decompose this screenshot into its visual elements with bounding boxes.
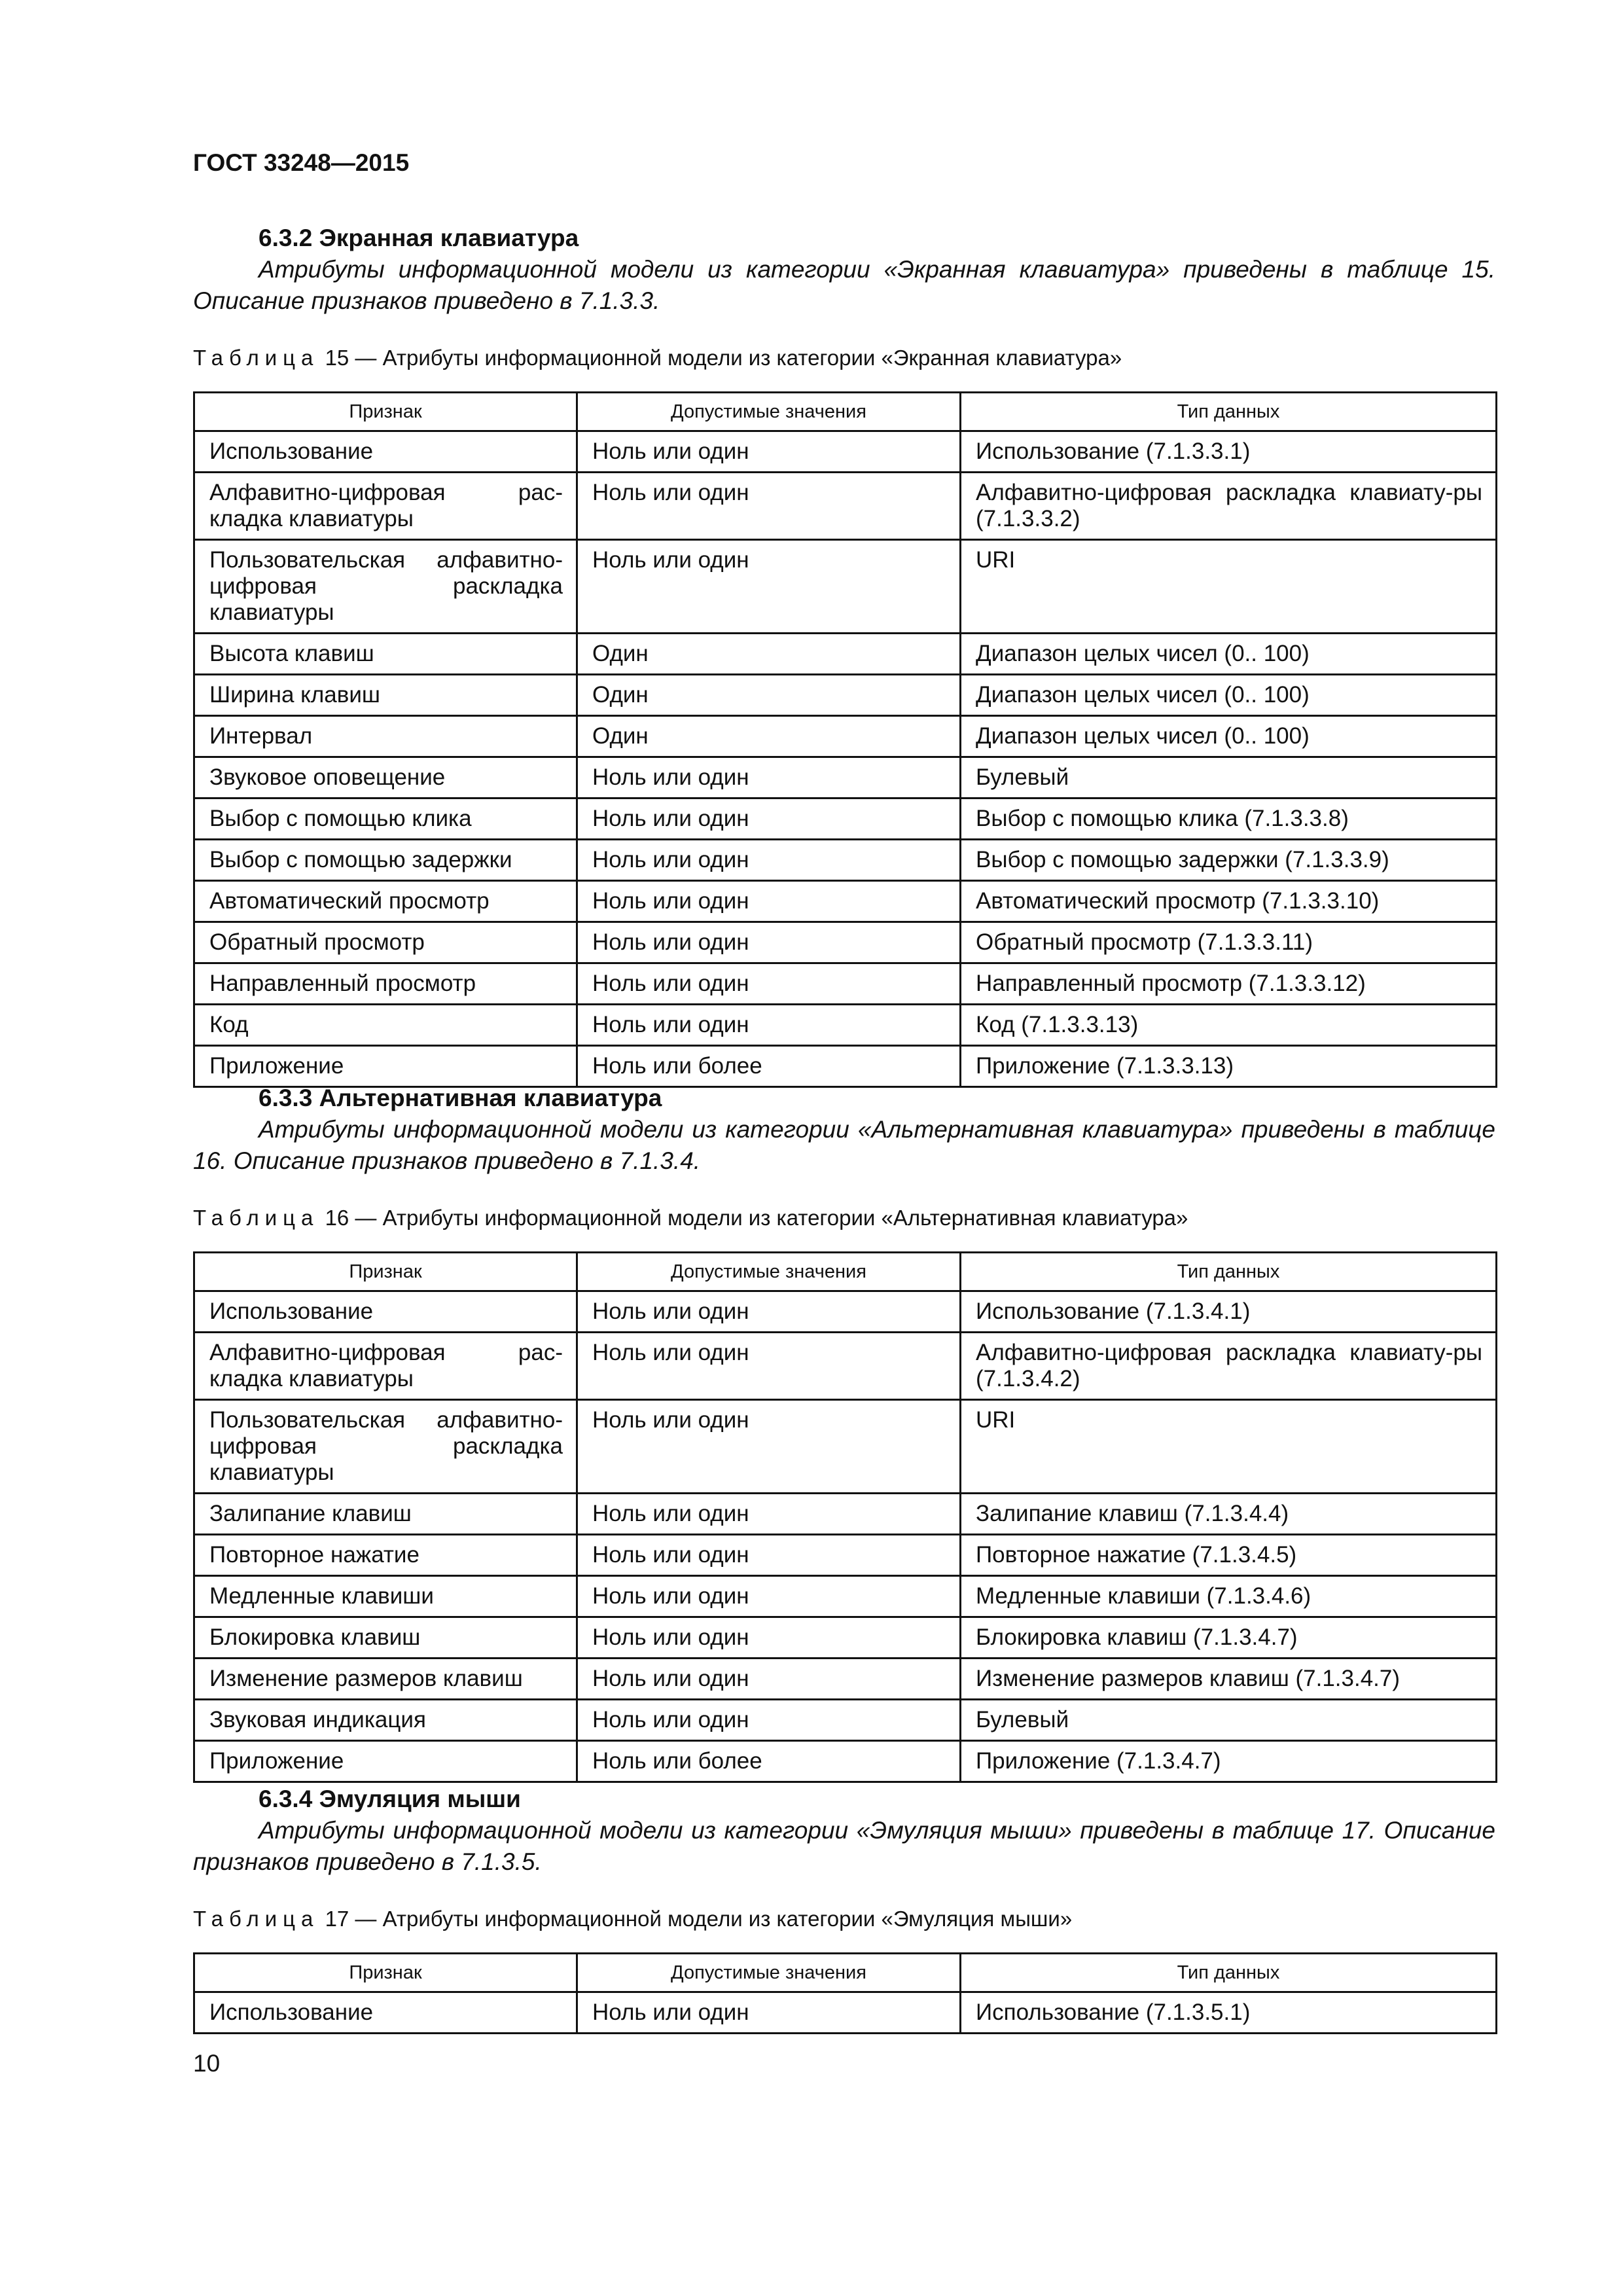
table-cell: Медленные клавиши (7.1.3.4.6) <box>961 1576 1497 1617</box>
column-header: Признак <box>194 1954 577 1992</box>
table-cell: Звуковая индикация <box>194 1700 577 1741</box>
table-cell: Код (7.1.3.3.13) <box>961 1005 1497 1046</box>
table-cell: Использование <box>194 1992 577 2034</box>
table-row <box>194 1005 1497 1046</box>
table-caption <box>193 1203 1495 1233</box>
table-caption-label: Таблица <box>193 1907 319 1931</box>
table-cell: Ноль или более <box>577 1741 961 1782</box>
table-cell: Направленный просмотр (7.1.3.3.12) <box>961 963 1497 1005</box>
column-header: Тип данных <box>961 393 1497 431</box>
section-title: 6.3.3 Альтернативная клавиатура <box>259 1085 662 1111</box>
table-cell: Повторное нажатие (7.1.3.4.5) <box>961 1535 1497 1576</box>
table-cell: Диапазон целых чисел (0.. 100) <box>961 716 1497 757</box>
table-cell: Ноль или один <box>577 1700 961 1741</box>
table-cell: Использование <box>194 1291 577 1333</box>
table-header-row <box>194 1253 1497 1291</box>
column-header: Признак <box>194 1253 577 1291</box>
table-caption-title: 16 — Атрибуты информационной модели из категории «Альтернативная клавиатура» <box>325 1206 1188 1230</box>
document-header: ГОСТ 33248—2015 <box>193 149 410 176</box>
table-cell: URI <box>961 540 1497 634</box>
table-cell: Интервал <box>194 716 577 757</box>
table-row <box>194 1333 1497 1400</box>
table-cell: Алфавитно-цифровая рас-кладка клавиатуры <box>194 1333 577 1400</box>
table-row <box>194 540 1497 634</box>
table-cell: Ноль или более <box>577 1046 961 1087</box>
table-cell: Медленные клавиши <box>194 1576 577 1617</box>
table-cell: Диапазон целых чисел (0.. 100) <box>961 634 1497 675</box>
table-cell: Повторное нажатие <box>194 1535 577 1576</box>
table-cell: Выбор с помощью клика (7.1.3.3.8) <box>961 798 1497 840</box>
attributes-table <box>193 391 1497 1088</box>
table-cell: Изменение размеров клавиш (7.1.3.4.7) <box>961 1659 1497 1700</box>
table-cell: Выбор с помощью задержки <box>194 840 577 881</box>
table-row <box>194 716 1497 757</box>
table-row <box>194 1291 1497 1333</box>
column-header: Тип данных <box>961 1954 1497 1992</box>
table-cell: Один <box>577 634 961 675</box>
section-title: 6.3.2 Экранная клавиатура <box>259 224 579 251</box>
table-cell: Ноль или один <box>577 1659 961 1700</box>
table-cell: Использование (7.1.3.4.1) <box>961 1291 1497 1333</box>
column-header: Допустимые значения <box>577 1954 961 1992</box>
table-row <box>194 634 1497 675</box>
table-caption <box>193 1904 1495 1934</box>
table-cell: Булевый <box>961 1700 1497 1741</box>
table-cell: Ноль или один <box>577 963 961 1005</box>
table-cell: Диапазон целых чисел (0.. 100) <box>961 675 1497 716</box>
table-cell: Обратный просмотр (7.1.3.3.11) <box>961 922 1497 963</box>
table-cell: Ноль или один <box>577 922 961 963</box>
table-row <box>194 473 1497 540</box>
table-cell: Ширина клавиш <box>194 675 577 716</box>
table-cell: Автоматический просмотр <box>194 881 577 922</box>
table-cell: Ноль или один <box>577 1535 961 1576</box>
table-cell: Ноль или один <box>577 1291 961 1333</box>
table-cell: Ноль или один <box>577 757 961 798</box>
table-cell: Высота клавиш <box>194 634 577 675</box>
table-cell: Приложение <box>194 1046 577 1087</box>
column-header: Тип данных <box>961 1253 1497 1291</box>
table-cell: Использование (7.1.3.3.1) <box>961 431 1497 473</box>
table-cell: Ноль или один <box>577 1333 961 1400</box>
table-row <box>194 1576 1497 1617</box>
table-cell: Выбор с помощью клика <box>194 798 577 840</box>
table-row <box>194 1400 1497 1494</box>
table-cell: Ноль или один <box>577 1576 961 1617</box>
column-header: Допустимые значения <box>577 1253 961 1291</box>
table-cell: Пользовательская алфавитно-цифровая раскладка клавиатуры <box>194 540 577 634</box>
table-cell: Ноль или один <box>577 431 961 473</box>
table-cell: Пользовательская алфавитно-цифровая раскладка клавиатуры <box>194 1400 577 1494</box>
section-6-3-4 <box>193 1784 1495 2034</box>
table-cell: Ноль или один <box>577 1617 961 1659</box>
section-text: Атрибуты информационной модели из категории «Эмуляция мыши» приведены в таблице 17. Описание признаков приведено в 7.1.3.5. <box>193 1817 1495 1875</box>
table-row <box>194 1700 1497 1741</box>
table-cell: Ноль или один <box>577 881 961 922</box>
table-cell: Ноль или один <box>577 540 961 634</box>
table-header-row <box>194 1954 1497 1992</box>
table-cell: Код <box>194 1005 577 1046</box>
table-row <box>194 840 1497 881</box>
table-row <box>194 922 1497 963</box>
table-cell: Блокировка клавиш (7.1.3.4.7) <box>961 1617 1497 1659</box>
table-cell: Обратный просмотр <box>194 922 577 963</box>
table-cell: Ноль или один <box>577 798 961 840</box>
table-caption-title: 15 — Атрибуты информационной модели из категории «Экранная клавиатура» <box>325 346 1122 370</box>
section-text: Атрибуты информационной модели из категории «Экранная клавиатура» приведены в таблице 15. Описание признаков приведено в 7.1.3.3. <box>193 256 1495 314</box>
table-cell: Залипание клавиш <box>194 1494 577 1535</box>
section-6-3-3 <box>193 1083 1495 1783</box>
table-cell: Алфавитно-цифровая раскладка клавиату-ры (7.1.3.4.2) <box>961 1333 1497 1400</box>
table-row <box>194 963 1497 1005</box>
table-cell: Блокировка клавиш <box>194 1617 577 1659</box>
table-cell: Ноль или один <box>577 840 961 881</box>
table-caption-label: Таблица <box>193 1206 319 1230</box>
table-row <box>194 757 1497 798</box>
attributes-table <box>193 1251 1497 1783</box>
table-cell: Выбор с помощью задержки (7.1.3.3.9) <box>961 840 1497 881</box>
table-cell: Один <box>577 675 961 716</box>
table-caption-label: Таблица <box>193 346 319 370</box>
table-caption <box>193 343 1495 373</box>
table-cell: Направленный просмотр <box>194 963 577 1005</box>
column-header: Признак <box>194 393 577 431</box>
table-cell: Использование (7.1.3.5.1) <box>961 1992 1497 2034</box>
table-row <box>194 1535 1497 1576</box>
table-cell: Приложение (7.1.3.4.7) <box>961 1741 1497 1782</box>
table-cell: Залипание клавиш (7.1.3.4.4) <box>961 1494 1497 1535</box>
table-row <box>194 1494 1497 1535</box>
table-cell: Ноль или один <box>577 473 961 540</box>
table-cell: Ноль или один <box>577 1494 961 1535</box>
table-cell: URI <box>961 1400 1497 1494</box>
table-cell: Изменение размеров клавиш <box>194 1659 577 1700</box>
table-row <box>194 675 1497 716</box>
table-cell: Один <box>577 716 961 757</box>
table-cell: Ноль или один <box>577 1005 961 1046</box>
table-row <box>194 1617 1497 1659</box>
section-title: 6.3.4 Эмуляция мыши <box>259 1785 521 1812</box>
table-cell: Ноль или один <box>577 1992 961 2034</box>
table-cell: Алфавитно-цифровая раскладка клавиату-ры (7.1.3.3.2) <box>961 473 1497 540</box>
table-row <box>194 1046 1497 1087</box>
table-cell: Алфавитно-цифровая рас-кладка клавиатуры <box>194 473 577 540</box>
table-cell: Ноль или один <box>577 1400 961 1494</box>
page-number: 10 <box>193 2050 221 2077</box>
table-cell: Булевый <box>961 757 1497 798</box>
section-6-3-2 <box>193 223 1495 1088</box>
table-cell: Использование <box>194 431 577 473</box>
table-cell: Звуковое оповещение <box>194 757 577 798</box>
table-caption-title: 17 — Атрибуты информационной модели из категории «Эмуляция мыши» <box>325 1907 1073 1931</box>
attributes-table <box>193 1952 1497 2034</box>
table-row <box>194 798 1497 840</box>
table-cell: Приложение (7.1.3.3.13) <box>961 1046 1497 1087</box>
table-row <box>194 1992 1497 2034</box>
table-header-row <box>194 393 1497 431</box>
table-row <box>194 1741 1497 1782</box>
table-cell: Приложение <box>194 1741 577 1782</box>
column-header: Допустимые значения <box>577 393 961 431</box>
section-text: Атрибуты информационной модели из категории «Альтернативная клавиатура» приведены в таблице 16. Описание признаков приведено в 7.1.3.4. <box>193 1116 1495 1174</box>
table-row <box>194 431 1497 473</box>
table-row <box>194 881 1497 922</box>
table-cell: Автоматический просмотр (7.1.3.3.10) <box>961 881 1497 922</box>
table-row <box>194 1659 1497 1700</box>
